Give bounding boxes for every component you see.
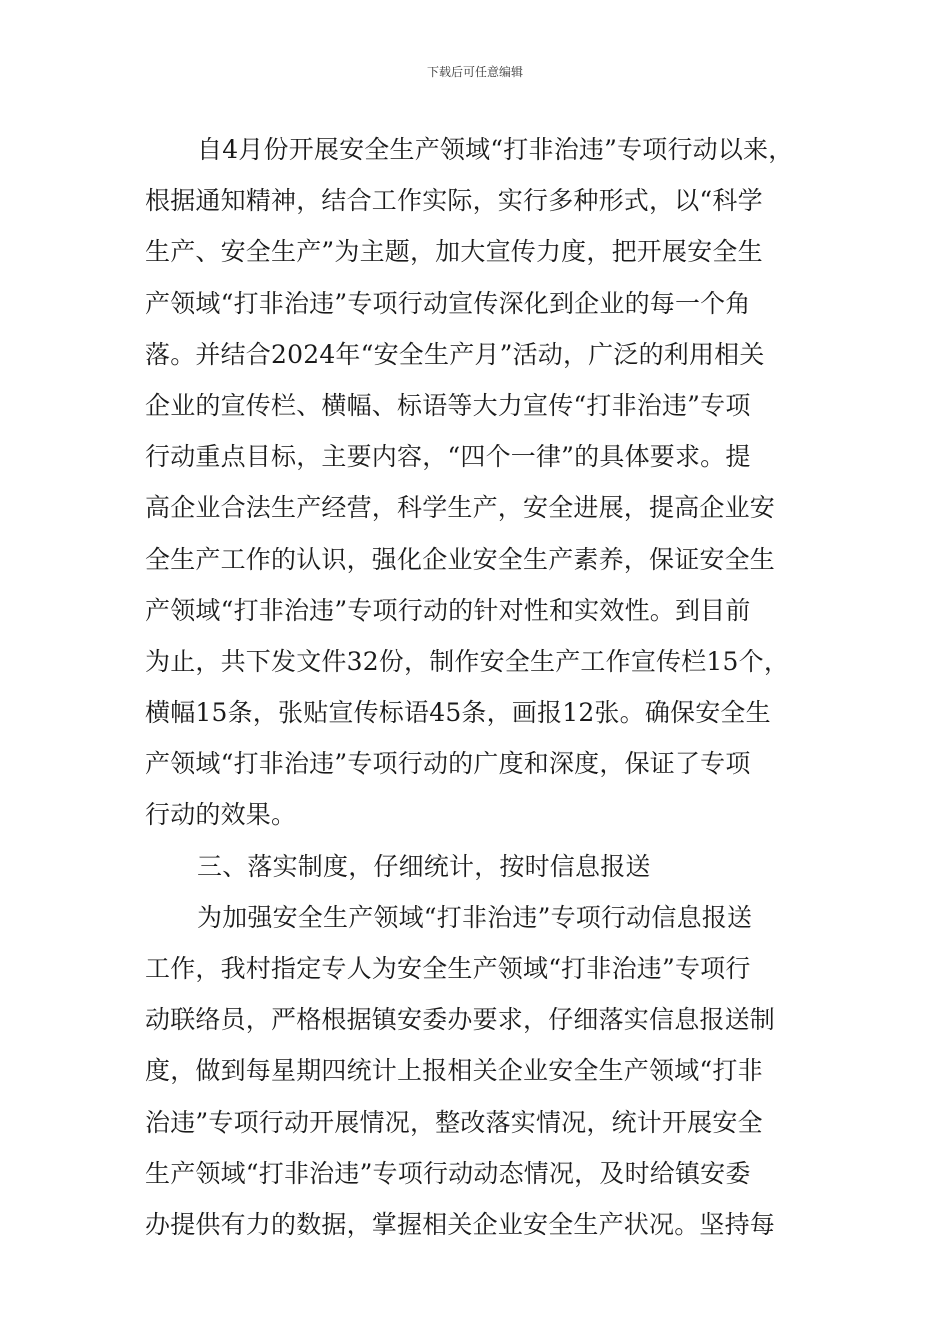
paragraph-line: 办提供有力的数据，掌握相关企业安全生产状况。坚持每 (145, 1209, 776, 1239)
paragraph-line: 自4月份开展安全生产领域“打非治违”专项行动以来， (197, 135, 794, 164)
paragraph-line: 行动的效果。 (145, 800, 297, 830)
paragraph-line: 落。并结合2024年“安全生产月”活动，广泛的利用相关 (145, 339, 765, 369)
page-header-note: 下载后可任意编辑 (426, 65, 523, 79)
paragraph-line: 行动重点目标，主要内容，“四个一律”的具体要求。提 (145, 442, 751, 472)
paragraph-line: 为止，共下发文件32份，制作安全生产工作宣传栏15个， (145, 646, 790, 676)
paragraph-line: 根据通知精神，结合工作实际，实行多种形式，以“科学 (145, 186, 763, 216)
paragraph-line: 横幅15条，张贴宣传标语45条，画报12张。确保安全生 (145, 698, 771, 728)
paragraph-line: 治违”专项行动开展情况，整改落实情况，统计开展安全 (145, 1107, 763, 1137)
paragraph-line: 高企业合法生产经营，科学生产，安全进展，提高企业安 (145, 493, 776, 523)
paragraph-line: 动联络员，严格根据镇安委办要求，仔细落实信息报送制 (145, 1005, 776, 1035)
paragraph-line: 产领域“打非治违”专项行动宣传深化到企业的每一个角 (145, 288, 751, 318)
paragraph-line: 企业的宣传栏、横幅、标语等大力宣传“打非治违”专项 (145, 390, 751, 420)
paragraph-line: 度，做到每星期四统计上报相关企业安全生产领域“打非 (145, 1056, 763, 1086)
paragraph-line: 产领域“打非治违”专项行动的广度和深度，保证了专项 (145, 749, 751, 779)
paragraph-line: 全生产工作的认识，强化企业安全生产素养，保证安全生 (145, 544, 776, 574)
paragraph-line: 工作，我村指定专人为安全生产领域“打非治违”专项行 (145, 954, 751, 983)
section-heading: 三、落实制度，仔细统计，按时信息报送 (197, 851, 651, 881)
paragraph-line: 产领域“打非治违”专项行动的针对性和实效性。到目前 (145, 595, 751, 625)
document-body (145, 124, 820, 1250)
paragraph-line: 生产领域“打非治违”专项行动动态情况，及时给镇安委 (145, 1158, 751, 1188)
paragraph-line: 为加强安全生产领域“打非治违”专项行动信息报送 (197, 902, 753, 932)
paragraph-line: 生产、安全生产”为主题，加大宣传力度，把开展安全生 (145, 237, 763, 267)
